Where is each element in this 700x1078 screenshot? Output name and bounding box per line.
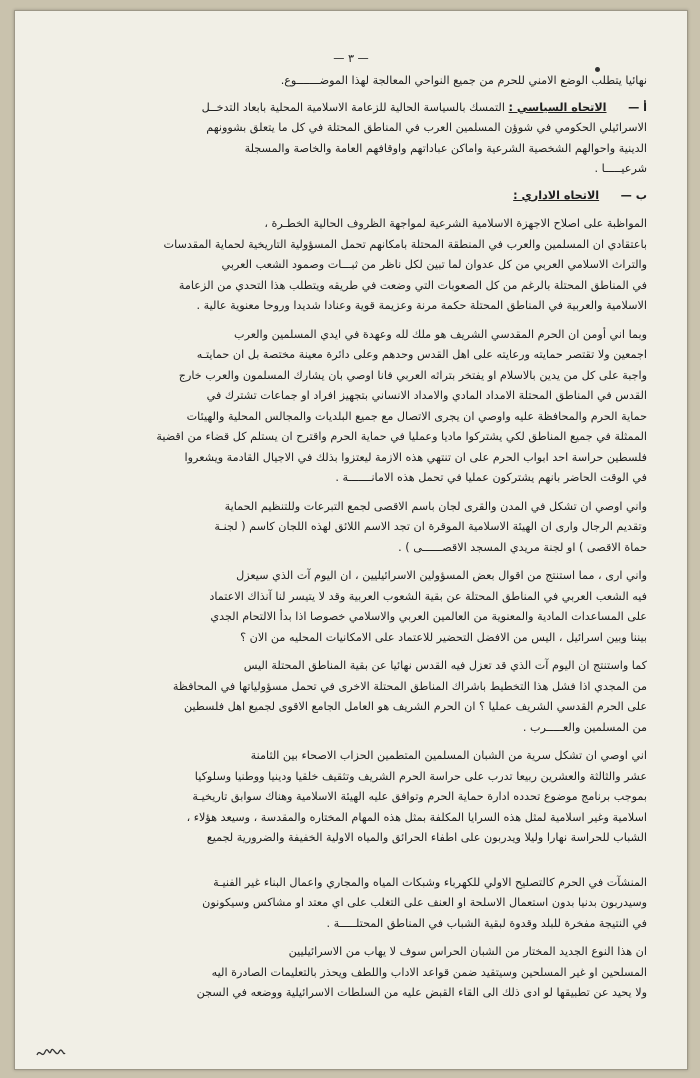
paragraph-7 — [55, 942, 647, 1004]
paragraph-0 — [55, 214, 647, 317]
section-b-marker: ب — — [620, 188, 647, 202]
section-b-heading — [55, 186, 647, 207]
section-a-title: الاتجاه السياسي : — [508, 100, 607, 114]
section-b-title: الاتجاه الاداري : — [513, 188, 600, 202]
paragraph-line: حماية الحرم والمحافظة عليه واوصي ان يجرى الاتصال مع جميع البلديات والمجالس المحلية والهيئات — [186, 409, 647, 423]
paragraph-line: على المساعدات المادية والمعنوية من العالمين العربي والاسلامي خصوصا اذا بدأ الالتحام الجدي — [210, 610, 647, 623]
paragraph-3 — [55, 566, 647, 648]
paragraph-line: من المسلمين والعـــــرب . — [522, 720, 647, 734]
paragraph-line: في الوقت الحاضر بانهم يشتركون عمليا في تحمل هذه الامانـــــــة . — [335, 471, 647, 484]
paragraph-line: على الحرم القدسي الشريف عمليا ؟ ان الحرم الشريف هو العامل الجامع الاقوى لجميع اهل فلسطين — [183, 700, 647, 713]
paragraph-line: القدس في المناطق المحتلة الامداد المادي والامداد الانساني بتجهيز افراد او جماعات تشترك في — [206, 389, 647, 402]
paragraph-line: واني ارى ، مما استنتج من اقوال بعض المسؤولين الاسرائيليين ، ان اليوم آت الذي سيعزل — [236, 569, 647, 582]
document-page — [55, 49, 647, 1059]
paragraph-1 — [55, 325, 647, 489]
section-a-line-2: الدينية واحوالهم الشخصية الشرعية واماكن عباداتهم واوقافهم العامة والخاصة والمسجلة — [244, 141, 647, 155]
paragraph-line: حماة الاقصى ) او لجنة مريدي المسجد الاقصــــــى ) . — [398, 540, 647, 554]
paragraph-line: في المناطق المحتلة بالرغم من كل الصعوبات التي وضعت في طريقه ويتطلب هذا التحدي من الزعامة — [178, 278, 647, 292]
paragraph-6 — [55, 873, 647, 935]
section-a-line-3: شرعيـــــا . — [594, 162, 647, 175]
paragraph-line: واني اوصي ان تشكل في المدن والقرى لجان باسم الاقصى لجمع التبرعات وللتنظيم الحماية — [224, 499, 647, 513]
paragraph-line: فيه الشعب العربي في المناطق المحتلة عن بقية الشعوب العربية وقد لا يتيسر لنا آنذاك الاعتماد — [209, 589, 647, 603]
handwritten-initials-icon — [35, 1045, 67, 1061]
paragraph-4 — [55, 656, 647, 738]
paragraph-line: باعتقادي ان المسلمين والعرب في المنطقة المحتلة بامكانهم تحمل المسؤولية التاريخية لحماية المقدسات — [163, 237, 647, 251]
section-a-heading — [55, 98, 647, 119]
paragraph-line: المواظبة على اصلاح الاجهزة الاسلامية الشرعية لمواجهة الظروف الحالية الخطـرة ، — [264, 217, 647, 230]
section-a-line-0: التمسك بالسياسة الحالية للزعامة الاسلامية المحلية بابعاد التدخــل — [201, 100, 505, 114]
paragraph-2 — [55, 497, 647, 559]
paragraph-line: وتقديم الرجال وارى ان الهيئة الاسلامية الموقرة ان تجد الاسم اللائق لهذه اللجان كاسم ( لجنـة — [214, 520, 647, 533]
paragraph-line: ولا يحيد عن تطبيقها لو ادى ذلك الى القاء القبض عليه من السلطات الاسرائيلية ووضعه في السجن — [196, 986, 647, 999]
paragraph-5 — [55, 746, 647, 849]
paragraph-line: بيننا وبين اسرائيل ، اليس من الافضل التحضير للاعتماد على الامكانيات المحليه من الان ؟ — [240, 630, 647, 644]
paragraph-line: المنشآت في الحرم كالتصليح الاولي للكهرباء وشبكات المياه والمجاري واعمال البناء غير الفنيـة — [213, 875, 647, 889]
document-sheet — [14, 10, 688, 1070]
section-a-line-1: الاسرائيلي الحكومي في شوؤن المسلمين العرب في المناطق المحتلة في كل ما يتعلق بشوونهم — [206, 121, 647, 134]
paragraph-line: والتراث الاسلامي العربي من كل عدوان لما تبين لكل ناظر من ثبـــات وصمود الشعب العربي — [221, 258, 647, 271]
paragraph-line: في النتيجة مفخرة للبلد وقدوة لبقية الشباب في المناطق المحتلـــــة . — [326, 916, 647, 930]
paragraph-line: واجبة على كل من يدين بالاسلام او يفتخر بتراثه العربي فانا اوصي بان يشارك المسلمون والعرب خارج — [178, 368, 647, 382]
paragraph-line: اسلامية وغير اسلامية لمثل هذه السرايا المكلفة بمثل هذه المهام المختاره والمقدسة ، وسيعد هؤلاء ، — [186, 810, 647, 824]
paragraph-line: اجمعين ولا تقتصر حمايته ورعايته على اهل القدس وحدهم وعلى دائرة معينة مختصة بل ان حمايتـه — [196, 348, 647, 361]
paragraph-line: بموجب برنامج موضوع تحدده ادارة حماية الحرم وتوافق عليه الهيئة الاسلامية وهناك سوابق تاريخيـة — [192, 790, 647, 803]
paragraph-line: المسلحين او غير المسلحين وسيتقيد ضمن قواعد الاداب واللطف ويحذر بالتعليمات الصادرة اليه — [211, 965, 647, 979]
paragraph-line: الاسلامية والعربية في المناطق المحتلة حكمة مرنة وعزيمة قوية وعنادا شديدا وروحا معنوية عالية . — [196, 299, 647, 312]
paragraph-line: وبما اني أومن ان الحرم المقدسي الشريف هو ملك لله وعهدة في ايدي المسلمين والعرب — [234, 327, 647, 341]
paragraph-line: الممثلة في جميع المناطق لكي يشتركوا ماديا وعمليا في حماية الحرم واقترح ان يستلم كل قضاء من اقضية — [156, 430, 647, 443]
intro-line: نهائيا يتطلب الوضع الامني للحرم من جميع النواحي المعالجة لهذا الموضـــــــوع. — [280, 74, 647, 87]
paragraph-line: من المجدي اذا فشل هذا التخطيط باشراك المناطق المحتلة الاخرى في تحمل مسؤولياتها في المحافظة — [172, 679, 647, 693]
paragraph-line: فلسطين حراسة احد ابواب الحرم على ان تنتهي هذه الازمة ليعتزوا بذلك في الاجيال القادمة ويشعروا — [184, 450, 647, 464]
paragraph-line: اني اوصي ان تشكل سرية من الشبان المسلمين المتطمين الحزاب الاصحاء بين الثامنة — [250, 749, 647, 762]
paragraph-line: عشر والثالثة والعشرين ربيعا تدرب على حراسة الحرم الشريف وتثقيف خلقيا ودينيا ووطنيا وسلوكيا — [194, 769, 647, 783]
page-number: — ٣ — — [333, 52, 369, 65]
paragraph-line: وسيدربون بدنيا بدون استعمال الاسلحة او العنف على التغلب على اي معتد او مشاكس وسيكونون — [202, 896, 647, 909]
paragraph-line: ان هذا النوع الجديد المختار من الشبان الحراس سوف لا يهاب من الاسرائيليين — [288, 945, 647, 958]
paragraph-line: كما واستنتج ان اليوم آت الذي قد تعزل فيه القدس نهائيا عن بقية المناطق المحتلة اليس — [243, 659, 647, 672]
section-a-marker: أ — — [628, 100, 647, 114]
paragraph-line: الشباب للحراسة نهارا وليلا ويدربون على اطفاء الحرائق والمياه الاولية الخفيفة والضرورية لجميع — [206, 831, 647, 844]
